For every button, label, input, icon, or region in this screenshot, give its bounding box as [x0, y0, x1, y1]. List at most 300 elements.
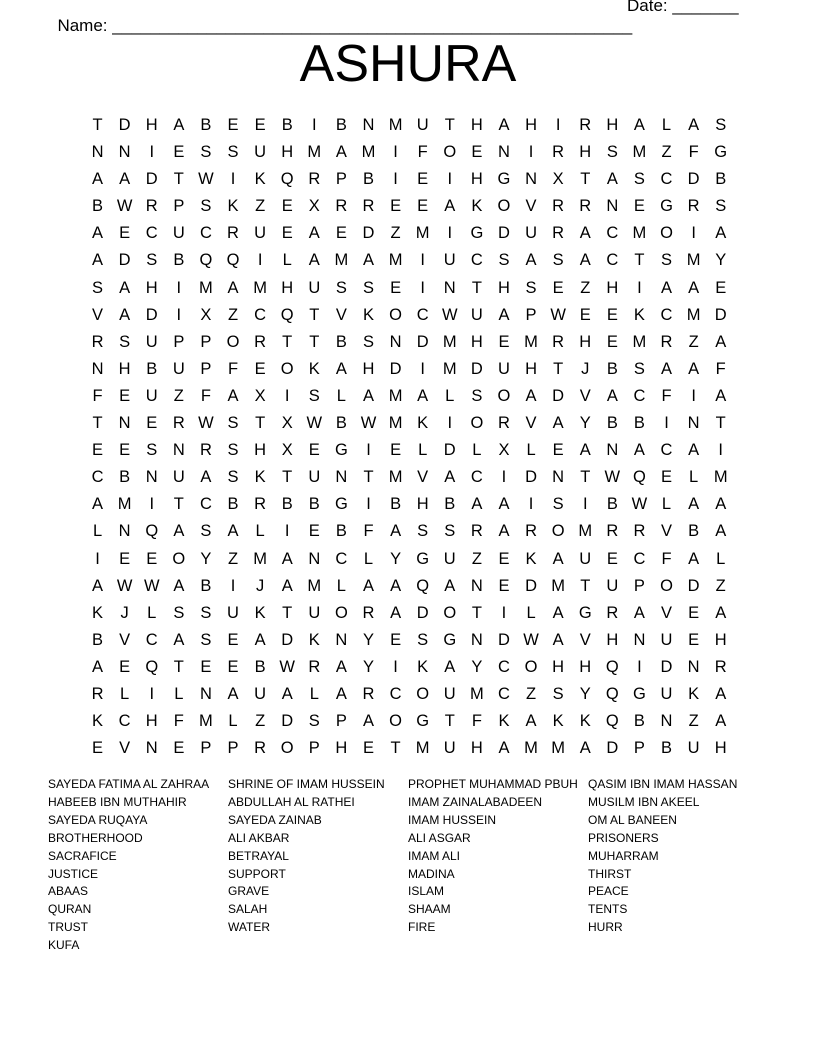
- grid-letter[interactable]: C: [254, 305, 267, 324]
- grid-letter[interactable]: Y: [362, 657, 374, 676]
- grid-letter[interactable]: R: [91, 684, 104, 703]
- grid-letter[interactable]: H: [281, 278, 294, 297]
- grid-letter[interactable]: H: [470, 739, 483, 758]
- grid-letter[interactable]: U: [254, 684, 267, 703]
- grid-letter[interactable]: U: [308, 468, 321, 487]
- grid-letter[interactable]: U: [525, 224, 537, 243]
- grid-letter[interactable]: R: [362, 603, 375, 622]
- grid-letter[interactable]: Y: [715, 251, 727, 270]
- grid-letter[interactable]: Z: [715, 576, 726, 595]
- grid-letter[interactable]: X: [200, 305, 212, 324]
- grid-letter[interactable]: E: [119, 657, 131, 676]
- grid-letter[interactable]: Z: [255, 712, 266, 731]
- grid-letter[interactable]: H: [497, 278, 510, 297]
- grid-letter[interactable]: R: [470, 522, 483, 541]
- grid-letter[interactable]: U: [145, 386, 158, 405]
- grid-letter[interactable]: A: [444, 468, 456, 487]
- grid-letter[interactable]: S: [146, 251, 158, 270]
- grid-letter[interactable]: I: [501, 603, 507, 622]
- grid-letter[interactable]: A: [661, 278, 673, 297]
- grid-letter[interactable]: C: [606, 251, 619, 270]
- grid-letter[interactable]: W: [604, 468, 621, 487]
- grid-letter[interactable]: A: [227, 522, 239, 541]
- grid-letter[interactable]: M: [199, 278, 213, 297]
- grid-letter[interactable]: T: [580, 170, 591, 189]
- grid-letter[interactable]: R: [552, 143, 565, 162]
- grid-letter[interactable]: S: [552, 495, 564, 514]
- grid-letter[interactable]: X: [552, 170, 564, 189]
- grid-letter[interactable]: Z: [390, 224, 401, 243]
- grid-letter[interactable]: R: [308, 170, 321, 189]
- grid-letter[interactable]: U: [660, 630, 673, 649]
- grid-letter[interactable]: H: [254, 441, 267, 460]
- grid-letter[interactable]: Q: [199, 251, 213, 270]
- grid-letter[interactable]: W: [198, 170, 214, 189]
- grid-letter[interactable]: P: [633, 739, 645, 758]
- grid-letter[interactable]: O: [524, 657, 538, 676]
- grid-letter[interactable]: X: [498, 441, 510, 460]
- grid-letter[interactable]: T: [173, 657, 184, 676]
- grid-letter[interactable]: A: [715, 495, 727, 514]
- grid-letter[interactable]: Z: [661, 143, 672, 162]
- grid-letter[interactable]: W: [116, 197, 133, 216]
- grid-letter[interactable]: A: [444, 657, 456, 676]
- grid-letter[interactable]: N: [470, 576, 483, 595]
- grid-letter[interactable]: P: [335, 712, 347, 731]
- grid-letter[interactable]: L: [689, 468, 699, 487]
- grid-letter[interactable]: O: [389, 305, 402, 324]
- grid-letter[interactable]: C: [497, 684, 510, 703]
- grid-letter[interactable]: R: [552, 224, 565, 243]
- grid-letter[interactable]: V: [579, 630, 591, 649]
- grid-letter[interactable]: S: [633, 170, 645, 189]
- grid-letter[interactable]: I: [447, 224, 453, 243]
- grid-letter[interactable]: E: [227, 116, 239, 134]
- grid-letter[interactable]: Z: [526, 684, 537, 703]
- grid-letter[interactable]: A: [715, 712, 727, 731]
- grid-letter[interactable]: L: [120, 684, 130, 703]
- grid-letter[interactable]: M: [388, 386, 403, 405]
- grid-letter[interactable]: C: [335, 549, 348, 568]
- grid-letter[interactable]: G: [714, 143, 728, 162]
- grid-letter[interactable]: I: [447, 170, 453, 189]
- grid-letter[interactable]: F: [92, 386, 103, 405]
- grid-letter[interactable]: G: [578, 603, 592, 622]
- grid-letter[interactable]: B: [173, 251, 185, 270]
- grid-letter[interactable]: K: [688, 684, 700, 703]
- grid-letter[interactable]: A: [498, 305, 510, 324]
- grid-letter[interactable]: M: [686, 305, 701, 324]
- grid-letter[interactable]: H: [579, 657, 592, 676]
- grid-letter[interactable]: S: [200, 143, 212, 162]
- grid-letter[interactable]: A: [688, 278, 700, 297]
- grid-letter[interactable]: O: [660, 224, 673, 243]
- grid-letter[interactable]: O: [497, 197, 511, 216]
- grid-letter[interactable]: N: [91, 143, 104, 162]
- grid-letter[interactable]: M: [632, 332, 647, 351]
- grid-letter[interactable]: H: [525, 116, 537, 134]
- grid-letter[interactable]: S: [362, 278, 374, 297]
- grid-letter[interactable]: S: [173, 603, 185, 622]
- grid-letter[interactable]: S: [715, 197, 727, 216]
- grid-letter[interactable]: R: [687, 197, 700, 216]
- grid-letter[interactable]: T: [282, 468, 293, 487]
- grid-letter[interactable]: C: [633, 386, 646, 405]
- grid-letter[interactable]: T: [92, 414, 103, 433]
- grid-letter[interactable]: M: [388, 251, 403, 270]
- grid-letter[interactable]: L: [228, 712, 238, 731]
- grid-letter[interactable]: W: [306, 414, 323, 433]
- grid-letter[interactable]: V: [119, 739, 131, 758]
- grid-letter[interactable]: R: [552, 332, 565, 351]
- grid-letter[interactable]: I: [691, 224, 696, 243]
- grid-letter[interactable]: I: [176, 305, 182, 324]
- grid-letter[interactable]: E: [146, 414, 158, 433]
- grid-letter[interactable]: Q: [280, 305, 294, 324]
- grid-letter[interactable]: A: [173, 522, 185, 541]
- grid-letter[interactable]: E: [633, 197, 645, 216]
- grid-letter[interactable]: F: [688, 143, 699, 162]
- grid-letter[interactable]: H: [335, 739, 348, 758]
- grid-letter[interactable]: S: [227, 414, 239, 433]
- grid-letter[interactable]: O: [280, 359, 294, 378]
- grid-letter[interactable]: M: [253, 549, 267, 568]
- grid-letter[interactable]: K: [254, 603, 266, 622]
- grid-letter[interactable]: R: [660, 332, 673, 351]
- grid-letter[interactable]: P: [227, 739, 239, 758]
- grid-letter[interactable]: O: [334, 603, 348, 622]
- grid-letter[interactable]: H: [552, 657, 565, 676]
- grid-letter[interactable]: M: [686, 251, 701, 270]
- grid-letter[interactable]: Z: [227, 549, 239, 568]
- grid-letter[interactable]: H: [145, 116, 158, 134]
- grid-letter[interactable]: U: [172, 224, 185, 243]
- grid-letter[interactable]: S: [661, 251, 673, 270]
- grid-letter[interactable]: A: [281, 684, 293, 703]
- grid-letter[interactable]: H: [145, 278, 158, 297]
- grid-letter[interactable]: K: [92, 603, 104, 622]
- grid-letter[interactable]: E: [119, 549, 131, 568]
- grid-letter[interactable]: B: [715, 170, 727, 189]
- grid-letter[interactable]: B: [146, 359, 158, 378]
- grid-letter[interactable]: E: [227, 657, 239, 676]
- grid-letter[interactable]: C: [470, 468, 483, 487]
- grid-letter[interactable]: T: [173, 495, 184, 514]
- grid-letter[interactable]: D: [714, 305, 727, 324]
- grid-letter[interactable]: U: [308, 278, 321, 297]
- grid-letter[interactable]: Y: [200, 549, 212, 568]
- grid-letter[interactable]: E: [579, 305, 591, 324]
- grid-letter[interactable]: A: [525, 712, 537, 731]
- grid-letter[interactable]: S: [227, 143, 239, 162]
- grid-letter[interactable]: K: [308, 630, 320, 649]
- grid-letter[interactable]: I: [393, 657, 398, 676]
- grid-letter[interactable]: P: [633, 576, 645, 595]
- grid-letter[interactable]: U: [443, 251, 456, 270]
- grid-letter[interactable]: A: [471, 495, 483, 514]
- grid-letter[interactable]: Z: [255, 197, 266, 216]
- grid-letter[interactable]: C: [606, 224, 619, 243]
- grid-letter[interactable]: P: [308, 739, 320, 758]
- grid-letter[interactable]: P: [173, 332, 185, 351]
- grid-letter[interactable]: S: [606, 143, 618, 162]
- grid-letter[interactable]: B: [633, 712, 645, 731]
- grid-letter[interactable]: N: [118, 414, 131, 433]
- grid-letter[interactable]: O: [172, 549, 186, 568]
- grid-letter[interactable]: M: [524, 332, 538, 351]
- grid-letter[interactable]: D: [497, 630, 510, 649]
- grid-letter[interactable]: I: [393, 143, 398, 162]
- grid-letter[interactable]: A: [173, 116, 185, 134]
- grid-letter[interactable]: A: [227, 278, 239, 297]
- grid-letter[interactable]: B: [362, 170, 374, 189]
- grid-letter[interactable]: S: [552, 251, 564, 270]
- grid-letter[interactable]: E: [200, 657, 212, 676]
- grid-letter[interactable]: E: [552, 441, 564, 460]
- grid-letter[interactable]: E: [498, 549, 510, 568]
- grid-letter[interactable]: A: [92, 495, 104, 514]
- grid-letter[interactable]: R: [633, 522, 646, 541]
- grid-letter[interactable]: T: [363, 468, 374, 487]
- grid-letter[interactable]: D: [281, 712, 294, 731]
- grid-letter[interactable]: K: [525, 549, 537, 568]
- grid-letter[interactable]: U: [443, 549, 456, 568]
- grid-letter[interactable]: A: [92, 251, 104, 270]
- grid-letter[interactable]: T: [471, 278, 482, 297]
- grid-letter[interactable]: I: [149, 143, 155, 162]
- grid-letter[interactable]: S: [92, 278, 104, 297]
- grid-letter[interactable]: I: [393, 170, 398, 189]
- grid-letter[interactable]: B: [119, 468, 131, 487]
- grid-letter[interactable]: S: [552, 684, 564, 703]
- grid-letter[interactable]: N: [497, 143, 510, 162]
- grid-letter[interactable]: A: [579, 739, 591, 758]
- grid-letter[interactable]: A: [525, 386, 537, 405]
- grid-letter[interactable]: A: [715, 224, 727, 243]
- grid-letter[interactable]: M: [307, 143, 322, 162]
- grid-letter[interactable]: Z: [227, 305, 239, 324]
- grid-letter[interactable]: X: [308, 197, 320, 216]
- grid-letter[interactable]: A: [335, 684, 347, 703]
- grid-letter[interactable]: D: [687, 576, 700, 595]
- grid-letter[interactable]: L: [661, 495, 672, 514]
- grid-letter[interactable]: N: [335, 468, 348, 487]
- grid-letter[interactable]: G: [633, 684, 646, 703]
- grid-letter[interactable]: W: [360, 414, 377, 433]
- grid-letter[interactable]: I: [284, 522, 290, 541]
- grid-letter[interactable]: A: [633, 603, 645, 622]
- grid-letter[interactable]: M: [334, 251, 349, 270]
- grid-letter[interactable]: B: [444, 495, 456, 514]
- grid-letter[interactable]: Q: [280, 170, 294, 189]
- grid-letter[interactable]: M: [469, 684, 484, 703]
- grid-letter[interactable]: R: [199, 441, 212, 460]
- grid-letter[interactable]: A: [227, 684, 239, 703]
- grid-letter[interactable]: C: [660, 170, 673, 189]
- grid-letter[interactable]: D: [145, 305, 158, 324]
- grid-letter[interactable]: A: [552, 549, 564, 568]
- grid-letter[interactable]: A: [200, 468, 212, 487]
- grid-letter[interactable]: O: [660, 576, 673, 595]
- grid-letter[interactable]: V: [417, 468, 429, 487]
- grid-letter[interactable]: W: [143, 576, 160, 595]
- grid-letter[interactable]: F: [715, 359, 726, 378]
- grid-letter[interactable]: D: [497, 224, 510, 243]
- grid-letter[interactable]: P: [335, 170, 347, 189]
- grid-letter[interactable]: L: [418, 441, 428, 460]
- grid-letter[interactable]: O: [470, 414, 484, 433]
- grid-letter[interactable]: Q: [226, 251, 240, 270]
- grid-letter[interactable]: U: [606, 576, 619, 595]
- grid-letter[interactable]: E: [281, 197, 293, 216]
- grid-letter[interactable]: G: [334, 495, 348, 514]
- grid-letter[interactable]: N: [91, 359, 104, 378]
- grid-letter[interactable]: U: [172, 359, 185, 378]
- grid-letter[interactable]: O: [443, 603, 457, 622]
- grid-letter[interactable]: A: [715, 603, 727, 622]
- grid-letter[interactable]: E: [92, 739, 104, 758]
- grid-letter[interactable]: I: [420, 251, 425, 270]
- grid-letter[interactable]: S: [200, 630, 212, 649]
- grid-letter[interactable]: S: [633, 359, 645, 378]
- grid-letter[interactable]: K: [498, 712, 510, 731]
- grid-letter[interactable]: L: [716, 549, 726, 568]
- grid-letter[interactable]: E: [119, 224, 131, 243]
- grid-letter[interactable]: D: [687, 170, 700, 189]
- grid-letter[interactable]: D: [416, 332, 429, 351]
- grid-letter[interactable]: D: [118, 116, 131, 134]
- grid-letter[interactable]: A: [715, 684, 727, 703]
- grid-letter[interactable]: C: [660, 305, 673, 324]
- grid-letter[interactable]: V: [119, 630, 131, 649]
- grid-letter[interactable]: H: [470, 332, 483, 351]
- grid-letter[interactable]: M: [307, 576, 322, 595]
- grid-letter[interactable]: I: [447, 414, 453, 433]
- grid-letter[interactable]: A: [308, 251, 320, 270]
- grid-letter[interactable]: I: [501, 468, 507, 487]
- grid-letter[interactable]: N: [308, 549, 321, 568]
- grid-letter[interactable]: E: [471, 143, 483, 162]
- grid-letter[interactable]: U: [254, 224, 267, 243]
- grid-letter[interactable]: E: [498, 332, 510, 351]
- grid-letter[interactable]: M: [388, 468, 403, 487]
- grid-letter[interactable]: M: [713, 468, 728, 487]
- grid-letter[interactable]: R: [254, 495, 267, 514]
- grid-letter[interactable]: T: [92, 116, 103, 134]
- grid-letter[interactable]: E: [173, 143, 185, 162]
- grid-letter[interactable]: U: [687, 739, 700, 758]
- grid-letter[interactable]: N: [145, 739, 158, 758]
- grid-letter[interactable]: H: [579, 332, 592, 351]
- grid-letter[interactable]: N: [525, 170, 537, 189]
- grid-letter[interactable]: H: [470, 170, 483, 189]
- grid-letter[interactable]: Q: [605, 657, 619, 676]
- grid-letter[interactable]: T: [309, 332, 320, 351]
- grid-letter[interactable]: A: [173, 630, 185, 649]
- grid-letter[interactable]: A: [579, 251, 591, 270]
- grid-letter[interactable]: W: [550, 305, 566, 324]
- grid-letter[interactable]: D: [470, 359, 483, 378]
- grid-letter[interactable]: A: [281, 576, 293, 595]
- grid-letter[interactable]: U: [497, 359, 510, 378]
- grid-letter[interactable]: B: [335, 522, 347, 541]
- grid-letter[interactable]: S: [200, 522, 212, 541]
- grid-letter[interactable]: R: [145, 197, 158, 216]
- grid-letter[interactable]: E: [281, 224, 293, 243]
- grid-letter[interactable]: F: [471, 712, 482, 731]
- grid-letter[interactable]: K: [362, 305, 374, 324]
- grid-letter[interactable]: N: [172, 441, 185, 460]
- grid-letter[interactable]: S: [200, 197, 212, 216]
- grid-letter[interactable]: V: [335, 305, 347, 324]
- grid-letter[interactable]: R: [579, 116, 592, 134]
- grid-letter[interactable]: S: [417, 522, 429, 541]
- grid-letter[interactable]: W: [279, 657, 295, 676]
- grid-letter[interactable]: O: [443, 143, 457, 162]
- grid-letter[interactable]: N: [687, 657, 700, 676]
- grid-letter[interactable]: U: [660, 684, 673, 703]
- grid-letter[interactable]: C: [145, 224, 158, 243]
- grid-letter[interactable]: M: [551, 576, 566, 595]
- grid-letter[interactable]: I: [312, 116, 317, 134]
- grid-letter[interactable]: A: [254, 630, 266, 649]
- grid-letter[interactable]: A: [688, 495, 700, 514]
- grid-letter[interactable]: H: [118, 359, 131, 378]
- grid-letter[interactable]: U: [145, 332, 158, 351]
- grid-letter[interactable]: N: [660, 712, 673, 731]
- grid-letter[interactable]: A: [579, 441, 591, 460]
- grid-letter[interactable]: P: [200, 739, 212, 758]
- grid-letter[interactable]: X: [281, 441, 293, 460]
- grid-letter[interactable]: K: [254, 170, 266, 189]
- grid-letter[interactable]: D: [118, 251, 131, 270]
- grid-letter[interactable]: E: [661, 468, 673, 487]
- grid-letter[interactable]: A: [308, 224, 320, 243]
- grid-letter[interactable]: F: [200, 386, 211, 405]
- grid-letter[interactable]: A: [606, 386, 618, 405]
- grid-letter[interactable]: B: [606, 495, 618, 514]
- grid-letter[interactable]: A: [552, 603, 564, 622]
- grid-letter[interactable]: I: [230, 576, 236, 595]
- grid-letter[interactable]: R: [579, 197, 592, 216]
- grid-letter[interactable]: A: [362, 576, 374, 595]
- grid-letter[interactable]: K: [471, 197, 483, 216]
- grid-letter[interactable]: K: [308, 359, 320, 378]
- grid-letter[interactable]: I: [420, 278, 425, 297]
- grid-letter[interactable]: B: [308, 495, 320, 514]
- grid-letter[interactable]: A: [92, 224, 104, 243]
- grid-letter[interactable]: I: [637, 278, 642, 297]
- grid-letter[interactable]: K: [579, 712, 591, 731]
- grid-letter[interactable]: B: [606, 359, 618, 378]
- grid-letter[interactable]: N: [118, 143, 131, 162]
- grid-letter[interactable]: C: [389, 684, 402, 703]
- grid-letter[interactable]: K: [633, 305, 645, 324]
- grid-letter[interactable]: E: [119, 386, 131, 405]
- grid-letter[interactable]: E: [227, 630, 239, 649]
- grid-letter[interactable]: Z: [688, 712, 699, 731]
- grid-letter[interactable]: E: [606, 549, 618, 568]
- grid-letter[interactable]: S: [715, 116, 727, 134]
- grid-letter[interactable]: Y: [471, 657, 483, 676]
- grid-letter[interactable]: K: [227, 197, 239, 216]
- grid-letter[interactable]: A: [552, 630, 564, 649]
- grid-letter[interactable]: O: [389, 712, 402, 731]
- grid-letter[interactable]: A: [390, 522, 402, 541]
- grid-letter[interactable]: H: [525, 359, 537, 378]
- grid-letter[interactable]: A: [335, 143, 347, 162]
- grid-letter[interactable]: H: [416, 495, 429, 514]
